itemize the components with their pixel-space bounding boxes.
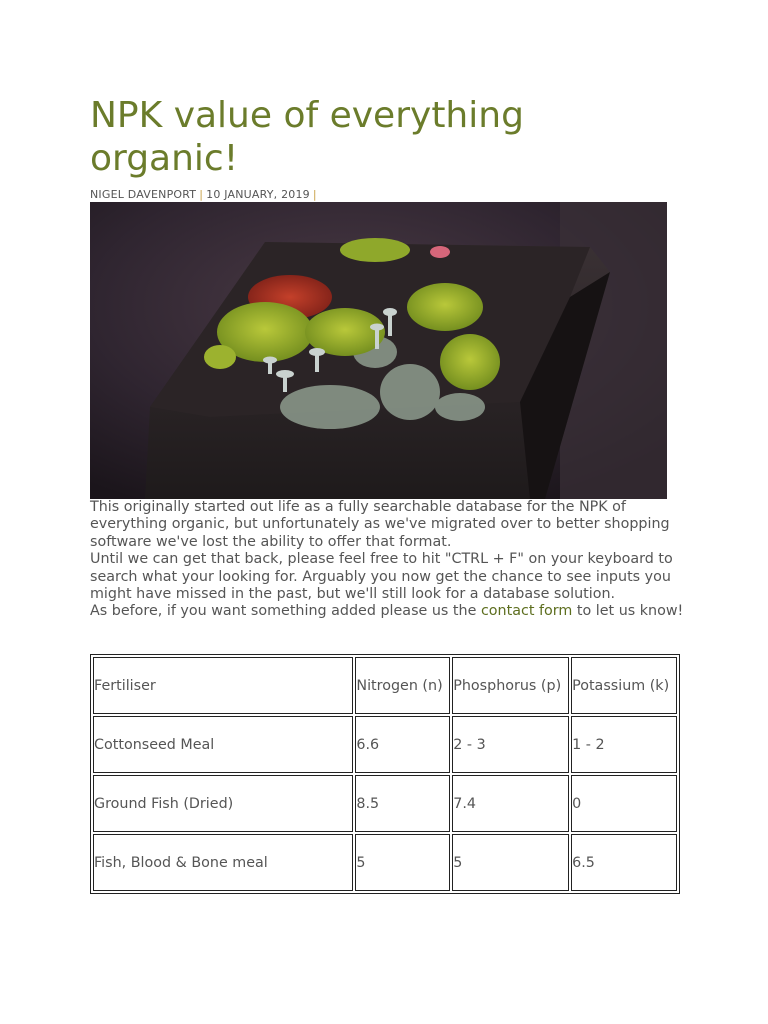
header-potassium: Potassium (k) [571, 657, 677, 714]
intro-text [90, 499, 690, 621]
cell-phosphorus: 5 [452, 834, 569, 891]
meta-separator: | [312, 188, 317, 201]
table-row [93, 834, 677, 891]
cell-fertiliser: Cottonseed Meal [93, 716, 353, 773]
cell-potassium: 0 [571, 775, 677, 832]
table-row [93, 716, 677, 773]
intro-text-segment: to let us know! [572, 603, 684, 620]
hero-image [90, 202, 667, 499]
cell-fertiliser: Ground Fish (Dried) [93, 775, 353, 832]
intro-paragraph: Until we can get that back, please feel free to hit "CTRL + F" on your keyboard to search what your looking for. Arguably you now get the chance to see inputs you might have missed in the past, but we'll still look for a database solution. [90, 551, 673, 603]
article-meta [90, 188, 320, 201]
intro-text-segment: As before, if you want something added please us the [90, 603, 481, 620]
table-row [93, 775, 677, 832]
cell-nitrogen: 6.6 [355, 716, 450, 773]
header-fertiliser: Fertiliser [93, 657, 353, 714]
cell-nitrogen: 8.5 [355, 775, 450, 832]
header-phosphorus: Phosphorus (p) [452, 657, 569, 714]
cell-potassium: 1 - 2 [571, 716, 677, 773]
article-title: NPK value of everything organic! [90, 95, 524, 179]
header-nitrogen: Nitrogen (n) [355, 657, 450, 714]
cell-phosphorus: 7.4 [452, 775, 569, 832]
table-header-row [93, 657, 677, 714]
intro-paragraph [90, 603, 690, 620]
cell-fertiliser: Fish, Blood & Bone meal [93, 834, 353, 891]
post-date: 10 JANUARY, 2019 [206, 188, 310, 201]
meta-separator: | [199, 188, 204, 201]
author-link[interactable]: NIGEL DAVENPORT [90, 188, 197, 201]
cell-potassium: 6.5 [571, 834, 677, 891]
cell-nitrogen: 5 [355, 834, 450, 891]
cell-phosphorus: 2 - 3 [452, 716, 569, 773]
intro-paragraph: This originally started out life as a fully searchable database for the NPK of everything organic, but unfortunately as we've migrated over to better shopping software we've lost the ability to offer that format. [90, 499, 670, 550]
npk-table [90, 654, 680, 894]
contact-form-link[interactable]: contact form [480, 603, 573, 620]
